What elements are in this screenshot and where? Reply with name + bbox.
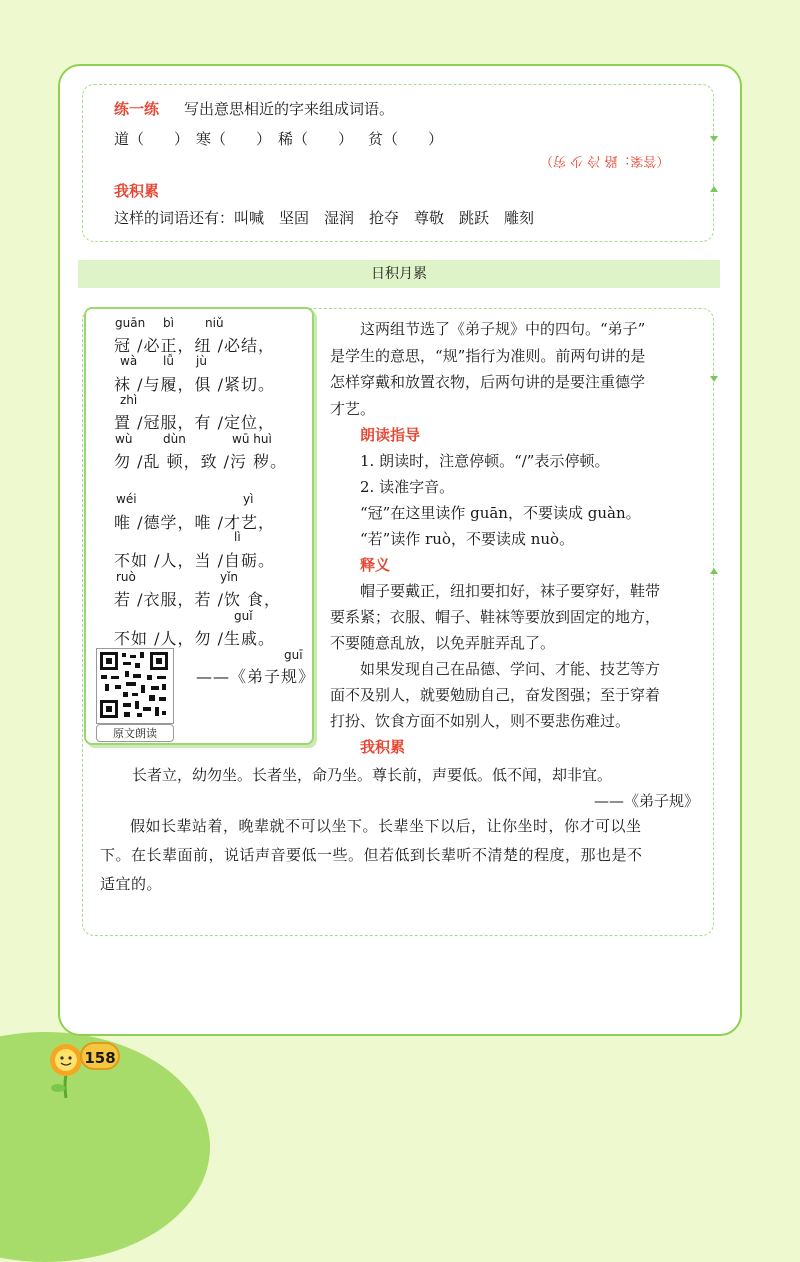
answer-upside-down: （答案：路 冷 少 穷） [540,153,670,168]
intro-line: 才艺。 [330,399,376,418]
poem-line-7: 若 /衣服，若 /饮 食， [114,590,282,609]
pinyin: lǚ [163,354,174,368]
qr-label[interactable]: 原文朗读 [96,724,174,742]
intro-line: 这两组节选了《弟子规》中的四句。“弟子” [360,320,646,338]
pinyin: yǐn [220,570,239,584]
poem-line-2: 袜 /与履，俱 /紧切。 [114,375,275,394]
arrow-up-icon [710,568,718,574]
pinyin: guǐ [234,609,253,623]
pinyin: zhì [120,393,138,407]
meaning-line: 打扮、饮食方面不如别人，则不要悲伤难过。 [330,712,631,730]
poem-line-8: 不如 /人，勿 /生戚。 [114,629,275,648]
arrow-down-icon [710,136,718,142]
pinyin: guān [115,316,146,330]
pinyin: wà [120,354,138,368]
pinyin: dùn [163,432,186,446]
intro-line: 怎样穿戴和放置衣物，后两句讲的是要注重德学 [330,373,646,391]
meaning-line: 要系紧；衣服、帽子、鞋袜等要放到固定的地方， [330,608,661,626]
practice-item-4: 贫（ ） [368,130,444,148]
pinyin: guī [284,648,303,662]
practice-title: 练一练 [114,100,160,118]
qr-code[interactable] [96,648,174,724]
pinyin: wù [115,432,133,446]
reading-guide-line: “冠”在这里读作 guān，不要读成 guàn。 [360,504,641,522]
pinyin: jù [196,354,207,368]
accumulate-words: 这样的词语还有：叫喊 坚固 湿润 抢夺 尊敬 跳跃 雕刻 [114,209,535,227]
poem-line-5: 唯 /德学，唯 /才艺， [114,513,275,532]
reading-guide-line: 2. 读准字音。 [360,478,455,496]
meaning-title: 释义 [360,556,391,574]
practice-instruction: 写出意思相近的字来组成词语。 [184,100,395,118]
qr-code-icon [97,649,171,721]
accumulate-title-1: 我积累 [114,182,160,200]
meaning-line: 面不及别人，就要勉励自己，奋发图强；至于穿着 [330,686,661,704]
intro-paragraph [330,316,710,422]
pinyin: bì [163,316,174,330]
meaning-line: 帽子要戴正，纽扣要扣好，袜子要穿好，鞋带 [360,582,661,600]
arrow-down-icon [710,376,718,382]
accumulate-source: ——《弟子规》 [594,792,700,810]
pinyin: wū huì [232,432,272,446]
meaning-line: 如果发现自己在品德、学问、才能、技艺等方 [360,660,661,678]
section-title: 日积月累 [78,260,720,288]
page-number: 158 [80,1042,120,1070]
translation-line: 假如长辈站着，晚辈就不可以坐下。长辈坐下以后，让你坐时，你才可以坐 [130,817,642,835]
practice-item-2: 寒（ ） [196,130,272,148]
translation-line: 适宜的。 [100,875,163,893]
pinyin: ruò [116,570,136,584]
practice-item-3: 稀（ ） [278,130,354,148]
pinyin: lì [234,530,241,544]
pinyin: yì [243,492,254,506]
poem-line-1: 冠 /必正，纽 /必结， [114,336,275,355]
poem-line-3: 置 /冠服，有 /定位， [114,413,275,432]
reading-guide-line: “若”读作 ruò，不要读成 nuò。 [360,530,575,548]
translation-paragraph [100,812,700,899]
translation-line: 下。在长辈面前，说话声音要低一些。但若低到长辈听不清楚的程度，那也是不 [100,846,643,864]
practice-item-1: 道（ ） [114,130,190,148]
poem-line-6: 不如 /人，当 /自砺。 [114,551,275,570]
pinyin: wéi [116,492,137,506]
accumulate-title-2: 我积累 [360,738,406,756]
reading-guide-line: 1. 朗读时，注意停顿。“/”表示停顿。 [360,452,610,470]
accumulate-quote: 长者立，幼勿坐。长者坐，命乃坐。尊长前，声要低。低不闻，却非宜。 [132,766,613,784]
meaning-line: 不要随意乱放，以免弄脏弄乱了。 [330,634,556,652]
poem-line-4: 勿 /乱 顿，致 /污 秽。 [114,452,288,471]
arrow-up-icon [710,186,718,192]
pinyin: niǔ [205,316,224,330]
reading-guide-title: 朗读指导 [360,426,421,444]
poem-source: ——《弟子规》 [196,667,316,686]
intro-line: 是学生的意思，“规”指行为准则。前两句讲的是 [330,346,646,365]
